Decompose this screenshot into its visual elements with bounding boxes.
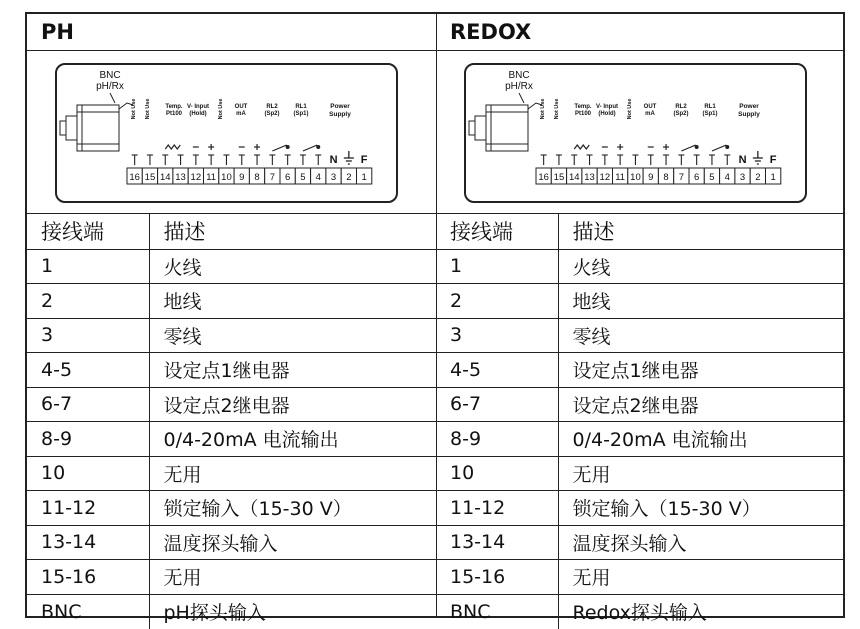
temp-label: Pt100 — [165, 111, 183, 117]
ground-icon — [753, 151, 763, 164]
plus-icon — [663, 144, 669, 150]
out-label: mA — [645, 111, 655, 117]
bnc-sub-label: pH/Rx — [96, 81, 124, 92]
terminal-number: 10 — [221, 172, 232, 183]
terminal-number: 12 — [190, 172, 202, 183]
plus-icon — [617, 144, 623, 150]
terminal-number: 7 — [269, 172, 275, 183]
terminal-block-diagram — [466, 65, 809, 205]
terminal-pins — [541, 155, 731, 165]
temp-label: Pt100 — [574, 111, 592, 117]
table-row — [27, 284, 436, 319]
bnc-sub-label: pH/Rx — [505, 81, 533, 92]
terminal-cell: 10 — [27, 456, 149, 491]
description-cell: 零线 — [149, 318, 436, 353]
relay-switch-icon — [272, 145, 289, 151]
terminal-block-diagram — [57, 65, 400, 205]
description-cell: 设定点2继电器 — [149, 387, 436, 422]
table-row — [27, 318, 436, 353]
terminal-number: 9 — [239, 172, 245, 183]
table-row — [436, 387, 844, 422]
relay-switch-icon — [303, 145, 320, 151]
panel-title: PH — [27, 14, 436, 51]
description-cell: 设定点1继电器 — [149, 353, 436, 388]
table-row — [27, 525, 436, 560]
bnc-connector-icon — [60, 93, 133, 151]
terminal-number: 15 — [144, 172, 156, 183]
table-row — [436, 284, 844, 319]
table-header-row — [27, 214, 436, 249]
power-label: Power — [739, 103, 759, 110]
bnc-label: BNC — [99, 70, 121, 81]
terminal-number: 15 — [553, 172, 565, 183]
power-label: Power — [330, 103, 350, 110]
description-cell: 地线 — [558, 284, 844, 319]
table-row — [436, 456, 844, 491]
rl2-label: RL2 — [266, 104, 278, 110]
terminal-cell: BNC — [27, 594, 149, 629]
terminal-cell: 13-14 — [27, 525, 149, 560]
terminal-number: 11 — [206, 172, 217, 183]
rl1-label: (Sp1) — [702, 111, 718, 117]
terminal-cell: 15-16 — [436, 560, 558, 595]
out-label: OUT — [643, 104, 657, 110]
terminal-table — [436, 214, 844, 629]
vinput-label: V- Input — [596, 104, 618, 110]
description-cell: 0/4-20mA 电流输出 — [558, 422, 844, 457]
terminal-cell: 2 — [27, 284, 149, 319]
rl1-label: RL1 — [704, 104, 716, 110]
out-label: OUT — [234, 104, 248, 110]
terminal-number: 9 — [648, 172, 654, 183]
description-cell: 温度探头输入 — [149, 525, 436, 560]
terminal-number: 13 — [584, 172, 595, 183]
plus-icon — [208, 144, 214, 150]
phase-label: F — [769, 154, 777, 166]
description-cell: 温度探头输入 — [558, 525, 844, 560]
terminal-number: 3 — [739, 172, 746, 183]
rl1-label: (Sp1) — [293, 111, 309, 117]
terminal-number: 8 — [254, 172, 260, 183]
terminal-cell: 11-12 — [436, 491, 558, 526]
panel-ph — [27, 14, 437, 624]
terminal-number: 1 — [770, 172, 776, 183]
not-use-label: Not Use — [554, 98, 560, 120]
terminal-cell: 3 — [436, 318, 558, 353]
terminal-number: 3 — [330, 172, 337, 183]
terminal-cell: 6-7 — [27, 387, 149, 422]
header-description: 描述 — [558, 214, 844, 249]
terminal-number: 5 — [300, 172, 306, 183]
description-cell: 无用 — [558, 560, 844, 595]
terminal-number: 2 — [755, 172, 761, 183]
table-row — [436, 491, 844, 526]
terminal-number: 14 — [568, 172, 580, 183]
table-header-row — [436, 214, 844, 249]
not-use-label: Not Use — [145, 98, 151, 120]
relay-switch-icon — [681, 145, 698, 151]
table-row — [27, 594, 436, 629]
terminal-number: 16 — [538, 172, 549, 183]
temp-probe-icon — [165, 145, 180, 149]
table-row — [27, 491, 436, 526]
terminal-cell: 4-5 — [436, 353, 558, 388]
terminal-number: 7 — [678, 172, 684, 183]
terminal-number: 11 — [615, 172, 626, 183]
terminal-number: 2 — [346, 172, 352, 183]
terminal-cell: BNC — [436, 594, 558, 629]
description-cell: 锁定输入（15-30 V） — [149, 491, 436, 526]
panel-redox — [436, 14, 844, 624]
terminal-number: 6 — [285, 172, 291, 183]
description-cell: 0/4-20mA 电流输出 — [149, 422, 436, 457]
description-cell: 锁定输入（15-30 V） — [558, 491, 844, 526]
table-row — [436, 525, 844, 560]
terminal-table — [27, 214, 436, 629]
not-use-label: Not Use — [627, 98, 633, 120]
rl2-label: (Sp2) — [673, 111, 689, 117]
terminal-number: 12 — [599, 172, 611, 183]
table-row — [436, 318, 844, 353]
table-row — [436, 422, 844, 457]
terminal-cell: 8-9 — [436, 422, 558, 457]
terminal-cell: 1 — [27, 249, 149, 284]
table-row — [436, 594, 844, 629]
description-cell: 零线 — [558, 318, 844, 353]
description-cell: 无用 — [149, 560, 436, 595]
rl1-label: RL1 — [295, 104, 307, 110]
description-cell: pH探头输入 — [163, 602, 266, 624]
phase-label: F — [360, 154, 368, 166]
description-cell: 地线 — [149, 284, 436, 319]
terminal-number: 8 — [663, 172, 669, 183]
terminal-pins — [132, 155, 322, 165]
header-description: 描述 — [149, 214, 436, 249]
terminal-number: 16 — [129, 172, 140, 183]
header-terminal: 接线端 — [436, 214, 558, 249]
header-terminal: 接线端 — [27, 214, 149, 249]
terminal-cell: 4-5 — [27, 353, 149, 388]
not-use-label: Not Use — [218, 98, 224, 120]
rl2-label: RL2 — [675, 104, 687, 110]
description-cell: 火线 — [558, 249, 844, 284]
not-use-label: Not Use — [540, 98, 546, 120]
terminal-cell: 13-14 — [436, 525, 558, 560]
table-row — [27, 422, 436, 457]
terminal-number: 14 — [159, 172, 171, 183]
terminal-cell: 2 — [436, 284, 558, 319]
table-row — [436, 353, 844, 388]
wiring-sheet — [25, 12, 845, 624]
power-label: Supply — [329, 111, 351, 118]
neutral-label: N — [738, 154, 747, 166]
description-cell: 无用 — [149, 456, 436, 491]
terminal-diagram — [464, 63, 807, 203]
plus-icon — [254, 144, 260, 150]
table-row — [436, 249, 844, 284]
terminal-diagram — [55, 63, 398, 203]
table-row — [27, 560, 436, 595]
terminal-number: 5 — [709, 172, 715, 183]
terminal-number: 10 — [630, 172, 641, 183]
vinput-label: V- Input — [187, 104, 209, 110]
terminal-cell: 3 — [27, 318, 149, 353]
temp-label: Temp. — [574, 104, 592, 110]
terminal-cell: 6-7 — [436, 387, 558, 422]
bnc-connector-icon — [469, 93, 542, 151]
temp-label: Temp. — [165, 104, 183, 110]
terminal-number: 4 — [315, 172, 321, 183]
terminal-number: 6 — [694, 172, 700, 183]
terminal-cell: 11-12 — [27, 491, 149, 526]
terminal-diagram-cell — [436, 51, 844, 214]
terminal-cell: 8-9 — [27, 422, 149, 457]
terminal-number: 1 — [361, 172, 367, 183]
terminal-cell: 1 — [436, 249, 558, 284]
description-cell: Redox探头输入 — [572, 602, 707, 624]
vinput-label: (Hold) — [598, 111, 616, 117]
bnc-label: BNC — [508, 70, 530, 81]
ground-icon — [344, 151, 354, 164]
not-use-label: Not Use — [131, 98, 137, 120]
terminal-number: 13 — [175, 172, 186, 183]
description-cell: 设定点2继电器 — [558, 387, 844, 422]
neutral-label: N — [329, 154, 338, 166]
description-cell: 设定点1继电器 — [558, 353, 844, 388]
vinput-label: (Hold) — [189, 111, 207, 117]
out-label: mA — [236, 111, 246, 117]
table-row — [27, 249, 436, 284]
table-row — [27, 456, 436, 491]
terminal-cell: 15-16 — [27, 560, 149, 595]
power-label: Supply — [738, 111, 760, 118]
description-cell: 火线 — [149, 249, 436, 284]
table-row — [436, 560, 844, 595]
terminal-diagram-cell — [27, 51, 436, 214]
temp-probe-icon — [574, 145, 589, 149]
panel-title: REDOX — [436, 14, 844, 51]
relay-switch-icon — [712, 145, 729, 151]
table-row — [27, 353, 436, 388]
table-row — [27, 387, 436, 422]
rl2-label: (Sp2) — [264, 111, 280, 117]
terminal-number: 4 — [724, 172, 730, 183]
terminal-cell: 10 — [436, 456, 558, 491]
description-cell: 无用 — [558, 456, 844, 491]
